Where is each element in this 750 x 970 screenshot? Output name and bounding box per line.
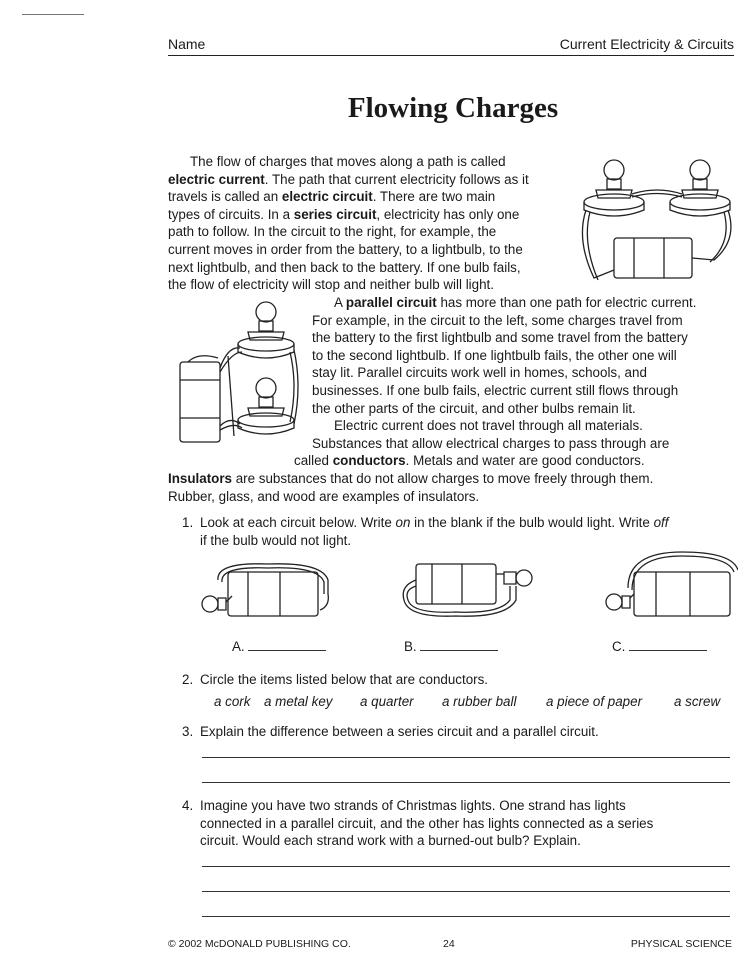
text-run: the battery to the first lightbulb and some travel from the battery bbox=[312, 330, 688, 346]
text-run: called bbox=[294, 453, 333, 469]
parallel-line bbox=[312, 312, 683, 330]
conductor-option[interactable]: a cork bbox=[214, 694, 251, 709]
intro-line bbox=[168, 241, 523, 259]
question-3-text: Explain the difference between a series circuit and a parallel circuit. bbox=[200, 724, 599, 739]
question-3 bbox=[182, 723, 734, 743]
parallel-line bbox=[312, 382, 678, 400]
parallel-line bbox=[312, 364, 647, 382]
text-run: Substances that allow electrical charges to pass through are bbox=[312, 435, 670, 451]
answer-line[interactable] bbox=[202, 891, 730, 892]
text-run: path to follow. In the circuit to the right, for example, the bbox=[168, 224, 497, 240]
parallel-line bbox=[168, 470, 653, 488]
text-run: Rubber, glass, and wood are examples of insulators. bbox=[168, 488, 480, 504]
question-1-line bbox=[200, 532, 351, 550]
intro-paragraph bbox=[168, 153, 578, 295]
italic-term: off bbox=[653, 515, 669, 530]
question-4-line: circuit. Would each strand work with a burned-out bulb? Explain. bbox=[200, 833, 581, 849]
text-run: . Metals and water are good conductors. bbox=[405, 453, 645, 469]
parallel-line bbox=[334, 417, 643, 435]
scan-mark bbox=[22, 14, 84, 15]
text-run: types of circuits. In a bbox=[168, 206, 294, 222]
circuit-a-illustration bbox=[198, 560, 338, 622]
circuit-a-answer bbox=[232, 638, 326, 656]
text-run: the flow of electricity will stop and neither bulb will light. bbox=[168, 277, 494, 293]
conductor-option[interactable]: a quarter bbox=[360, 694, 414, 709]
parallel-line bbox=[312, 400, 636, 418]
answer-line[interactable] bbox=[202, 916, 730, 917]
question-number: 3. bbox=[182, 724, 194, 739]
text-run: in the blank if the bulb would light. Write bbox=[410, 515, 654, 530]
question-1 bbox=[182, 514, 734, 550]
text-run: stay lit. Parallel circuits work well in homes, schools, and bbox=[312, 365, 647, 381]
circuit-b-label: B. bbox=[404, 639, 417, 654]
parallel-line bbox=[168, 488, 479, 506]
conductor-option[interactable]: a piece of paper bbox=[546, 694, 643, 709]
intro-line bbox=[168, 223, 496, 241]
parallel-line bbox=[294, 452, 645, 470]
circuit-b-answer bbox=[404, 638, 498, 656]
intro-line bbox=[168, 259, 521, 277]
intro-line bbox=[168, 171, 529, 189]
text-run: to the second lightbulb. If one lightbulb fails, the other one will bbox=[312, 347, 677, 363]
answer-line[interactable] bbox=[202, 782, 730, 783]
name-label: Name bbox=[168, 36, 206, 52]
text-run: businesses. If one bulb fails, electric current still flows through bbox=[312, 383, 679, 398]
question-number: 2. bbox=[182, 672, 194, 687]
question-4-line: Imagine you have two strands of Christmas lights. One strand has lights bbox=[200, 798, 626, 813]
circuit-c-blank[interactable] bbox=[629, 638, 707, 651]
answer-line[interactable] bbox=[202, 757, 730, 758]
text-run: For example, in the circuit to the left, some charges travel from bbox=[312, 312, 683, 328]
conductor-option[interactable]: a metal key bbox=[264, 694, 333, 709]
circuit-c-label: C. bbox=[612, 639, 626, 654]
circuit-c-answer bbox=[612, 638, 707, 656]
text-run: next lightbulb, and then back to the battery. If one bulb fails, bbox=[168, 259, 521, 275]
question-1-line bbox=[200, 514, 668, 532]
circuit-a-label: A. bbox=[232, 639, 245, 654]
page-number: 24 bbox=[443, 938, 455, 950]
circuit-b-illustration bbox=[396, 560, 536, 622]
bold-term: series circuit bbox=[293, 206, 377, 222]
footer-copyright: © 2002 McDONALD PUBLISHING CO. bbox=[168, 938, 351, 950]
circuit-c-illustration bbox=[598, 548, 738, 628]
answer-line[interactable] bbox=[202, 866, 730, 867]
series-circuit-illustration bbox=[574, 150, 738, 282]
question-2-text: Circle the items listed below that are conductors. bbox=[200, 672, 489, 687]
text-run: are substances that do not allow charges to move freely through them. bbox=[232, 471, 654, 486]
intro-line bbox=[168, 188, 495, 206]
footer-subject: PHYSICAL SCIENCE bbox=[630, 938, 732, 950]
page-title: Flowing Charges bbox=[347, 92, 559, 124]
circuit-b-blank[interactable] bbox=[420, 638, 498, 651]
text-run: the other parts of the circuit, and other bulbs remain lit. bbox=[312, 400, 636, 416]
parallel-paragraph bbox=[168, 294, 734, 506]
text-run: current moves in order from the battery, to a lightbulb, to the bbox=[168, 242, 523, 257]
text-run: if the bulb would not light. bbox=[200, 532, 352, 548]
bold-term: parallel circuit bbox=[345, 295, 437, 310]
italic-term: on bbox=[395, 515, 411, 530]
text-run: travels is called an bbox=[168, 189, 282, 205]
question-number: 1. bbox=[182, 515, 194, 530]
circuit-a-blank[interactable] bbox=[248, 638, 326, 651]
text-run: A bbox=[334, 295, 346, 310]
conductor-option[interactable]: a screw bbox=[674, 694, 721, 709]
text-run: . There are two main bbox=[372, 189, 496, 205]
bold-term: electric current bbox=[168, 171, 265, 187]
text-run: has more than one path for electric current. bbox=[436, 295, 697, 310]
text-run: Look at each circuit below. Write bbox=[200, 515, 396, 530]
text-run: , electricity has only one bbox=[376, 206, 520, 222]
question-number: 4. bbox=[182, 798, 194, 813]
parallel-line bbox=[312, 329, 688, 347]
bold-term: Insulators bbox=[168, 471, 232, 486]
header-rule bbox=[168, 55, 734, 56]
unit-title: Current Electricity & Circuits bbox=[559, 36, 734, 52]
parallel-line bbox=[312, 347, 677, 365]
intro-line bbox=[190, 153, 506, 171]
text-run: . The path that current electricity follows as it bbox=[264, 171, 529, 187]
conductor-option[interactable]: a rubber ball bbox=[442, 694, 517, 709]
bold-term: electric circuit bbox=[281, 189, 373, 205]
question-2 bbox=[182, 671, 734, 711]
text-run: Electric current does not travel through all materials. bbox=[334, 418, 643, 434]
parallel-line bbox=[334, 294, 697, 312]
question-4 bbox=[182, 797, 734, 853]
intro-line bbox=[168, 276, 494, 294]
question-4-line: connected in a parallel circuit, and the other has lights connected as a series bbox=[200, 815, 654, 831]
intro-line bbox=[168, 206, 519, 224]
text-run: The flow of charges that moves along a path is called bbox=[190, 154, 506, 169]
bold-term: conductors bbox=[332, 453, 406, 469]
parallel-line bbox=[312, 435, 669, 453]
